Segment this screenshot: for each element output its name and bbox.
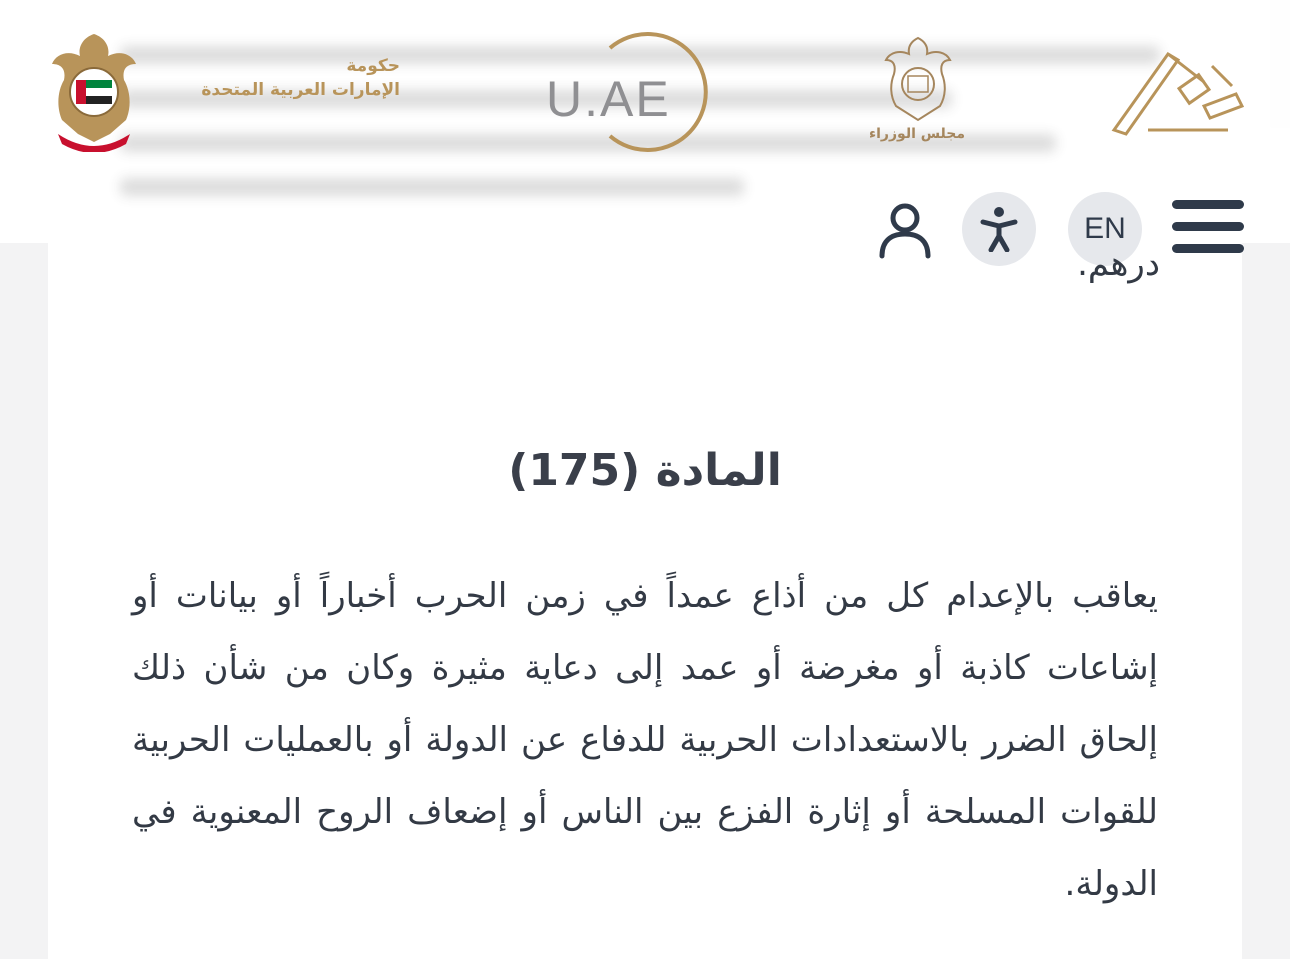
legal-logo-icon[interactable] — [1108, 46, 1248, 138]
article-body: يعاقب بالإعدام كل من أذاع عمداً في زمن الحرب أخباراً أو بيانات أو إشاعات كاذبة أو مغرضة أو عمد إلى دعاية مثيرة وكان من شأن ذلك إلحاق الضرر بالاستعدادات الحربية للدفاع عن الدولة أو بالعمليات الحربية للقوات المسلحة أو إثارة الفزع بين الناس أو إضعاف الروح المعنوية في الدولة. — [132, 576, 1158, 904]
cabinet-emblem-icon[interactable] — [880, 36, 956, 122]
uae-logo-text: U.AE — [546, 71, 671, 127]
site-header — [0, 0, 1290, 243]
menu-icon[interactable] — [1172, 200, 1244, 256]
language-toggle-button[interactable]: EN — [1068, 192, 1142, 266]
previous-article-tail: درهم. — [1077, 244, 1160, 284]
emblem-icon[interactable] — [48, 30, 140, 152]
cabinet-label: مجلس الوزراء — [868, 126, 966, 142]
article-title: المادة (175) — [508, 445, 782, 496]
government-title — [160, 56, 400, 100]
government-line-2: الإمارات العربية المتحدة — [201, 80, 400, 100]
user-icon[interactable] — [874, 200, 936, 260]
government-line-1: حكومة — [346, 56, 400, 76]
